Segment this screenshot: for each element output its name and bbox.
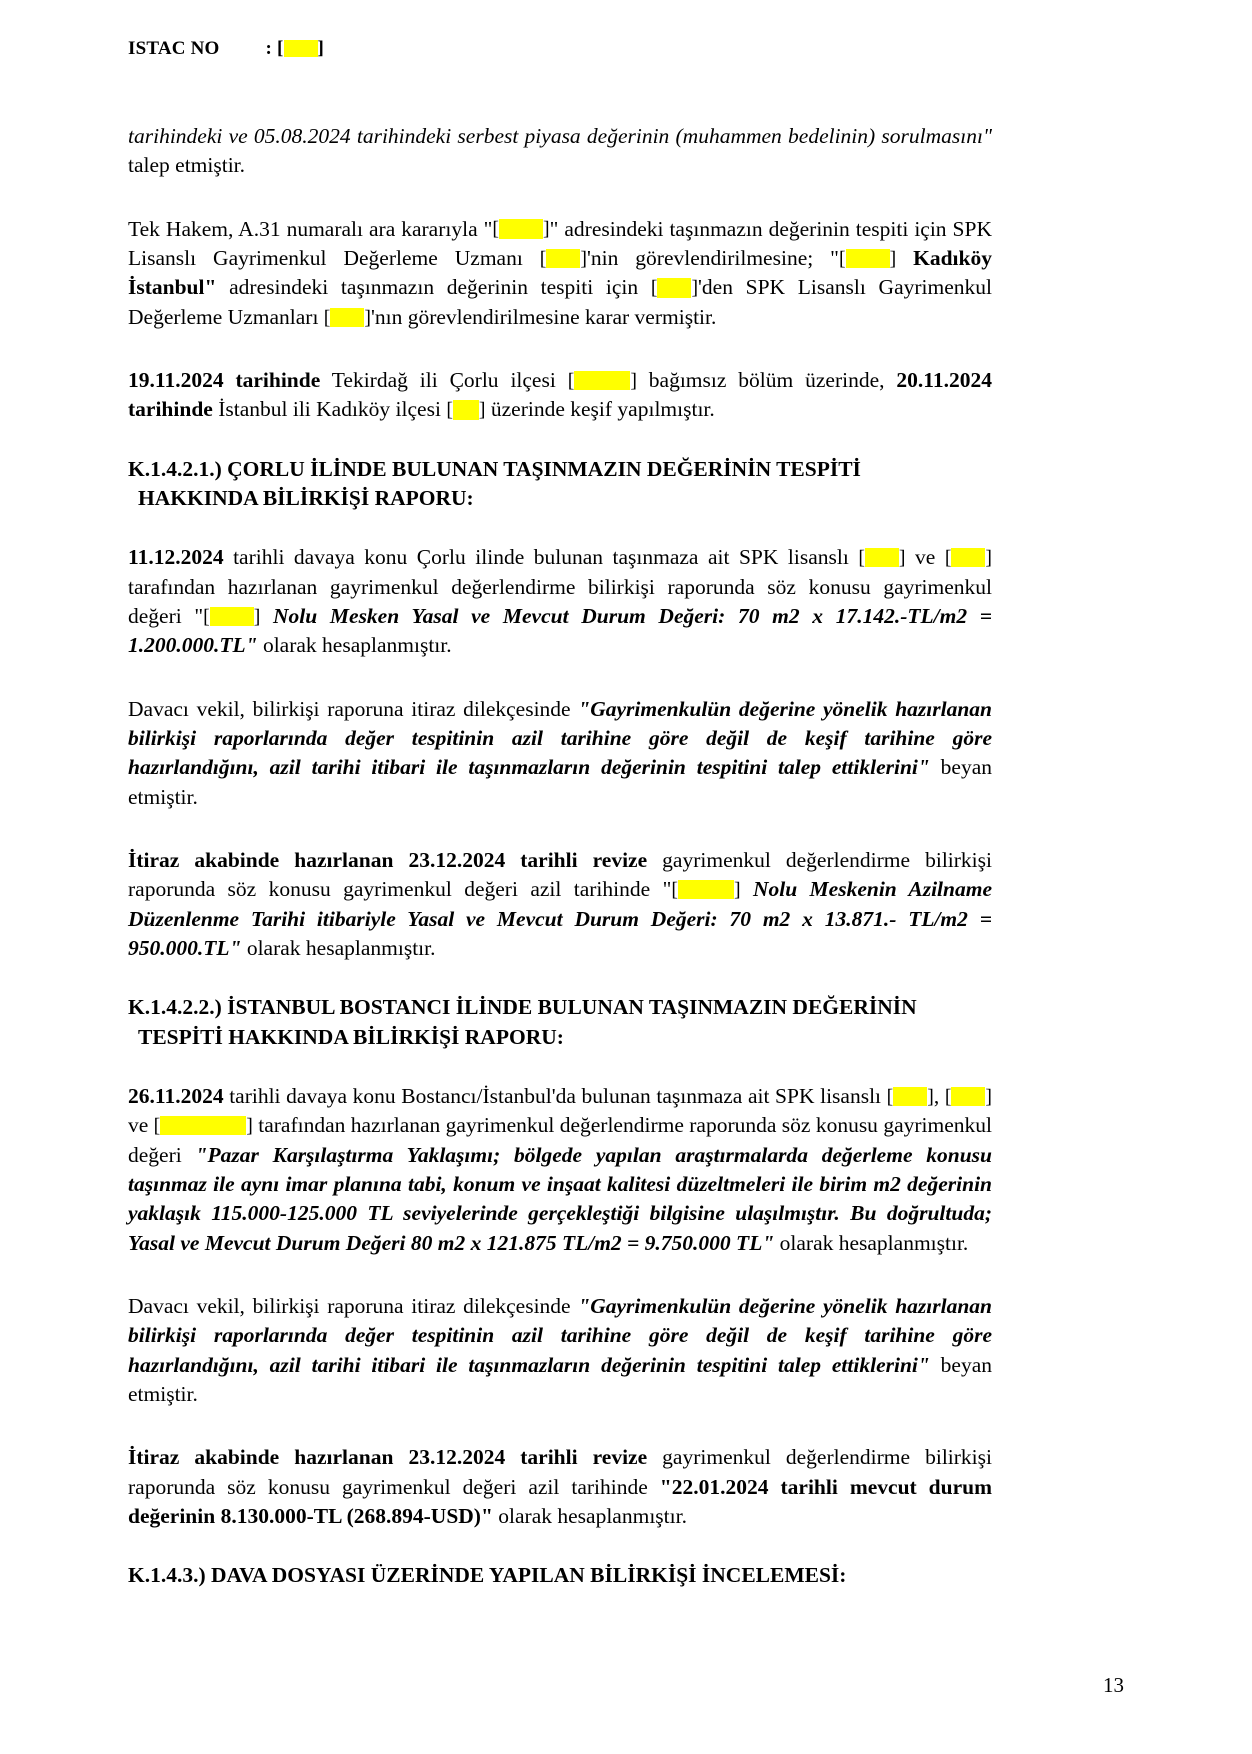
p9-seg1: gayrimenkul değerlendirme bilirkişi raporunda söz konusu gayrimenkul değeri azil tarihinde (128, 1445, 992, 1499)
p4-seg1: tarihli davaya konu Çorlu ilinde bulunan taşınmaza ait SPK lisanslı (223, 545, 859, 570)
p7-seg4: tarafından hazırlanan gayrimenkul değerlendirme raporunda söz konusu gayrimenkul değeri (128, 1113, 992, 1167)
p7-seg5: olarak hesaplanmıştır. (774, 1230, 969, 1255)
heading-k14221-line2: HAKKINDA BİLİRKİŞİ RAPORU: (138, 485, 474, 510)
p9-valuation-quote: "22.01.2024 tarihli mevcut durum değerinin 8.130.000-TL (268.894-USD)" (128, 1474, 993, 1528)
heading-k143-line1: K.1.4.3.) DAVA DOSYASI ÜZERİNDE YAPILAN BİLİRKİŞİ İNCELEMESİ: (128, 1563, 847, 1588)
heading-k14221 (128, 455, 992, 513)
p3-date-2: 20.11.2024 tarihinde (128, 368, 992, 422)
p7-seg2: , (933, 1083, 945, 1108)
page-content (128, 0, 992, 1591)
redaction-address-1: [ ] (492, 218, 550, 241)
redaction-bostanci-expert-2: [ ] (944, 1085, 993, 1108)
p2-seg5: adresindeki taşınmazın değerinin tespiti için (216, 275, 651, 300)
istac-no-label: ISTAC NO (128, 38, 220, 59)
heading-k14222-line2: TESPİTİ HAKKINDA BİLİRKİŞİ RAPORU: (138, 1024, 564, 1049)
p7-date: 26.11.2024 (128, 1083, 224, 1108)
p3-seg2: bağımsız bölüm üzerinde, (636, 368, 897, 393)
p4-seg3: tarafından hazırlanan gayrimenkul değerlendirme bilirkişi raporunda söz konusu gayrimenkul değeri " (128, 574, 992, 628)
p8-seg1: Davacı vekil, bilirkişi raporuna itiraz dilekçesinde (128, 1293, 579, 1318)
redaction-istac-no (284, 40, 318, 58)
p7-valuation-quote: "Pazar Karşılaştırma Yaklaşımı; bölgede yapılan araştırmalarda değerleme konusu taşınmaz ile aynı imar planına tabi, konum ve inşaat kalitesi düzeltmeleri ile birim m2 değerinin yaklaşık 115.000-125.000 TL seviyelerinde gerçekleştiği bilgisine ulaşılmıştır. Bu doğrultuda; Yasal ve Mevcut Durum Değeri 80 m2 x 121.875 TL/m2 = 9.750.000 TL" (128, 1142, 993, 1255)
p8-objection-quote: "Gayrimenkulün değerine yönelik hazırlanan bilirkişi raporlarında değer tespitinin azil tarihine göre değil de keşif tarihine göre hazırlandığını, azil tarihi itibari ile taşınmazların değerinin tespitini talep ettiklerini" (128, 1293, 992, 1377)
paragraph-opening-italic: tarihindeki ve 05.08.2024 tarihindeki serbest piyasa değerinin (muhammen bedelinin) sorulmasını" (128, 124, 992, 148)
p3-date-1: 19.11.2024 tarihinde (128, 368, 321, 393)
redaction-corlu-expert-2: [ ] (944, 547, 992, 570)
p2-seg2: " adresindeki taşınmazın değerinin tespiti için SPK Lisanslı Gayrimenkul Değerleme Uzmanı (128, 216, 992, 271)
redaction-corlu-unit-no-2: [ ] (671, 879, 741, 902)
document-header (128, 0, 992, 60)
p5-seg1: Davacı vekil, bilirkişi raporuna itiraz dilekçesinde (128, 696, 579, 721)
redaction-corlu-expert-1: [ ] (858, 547, 906, 570)
redaction-institution-1: [ ] (650, 277, 699, 300)
p4-valuation-quote: Nolu Mesken Yasal ve Mevcut Durum Değeri: 70 m2 x 17.142.-TL/m2 = 1.200.000.TL" (128, 603, 992, 658)
redaction-experts-1: [ ] (323, 306, 371, 329)
p6-seg2: olarak hesaplanmıştır. (241, 936, 436, 960)
paragraph-opening-tail: talep etmiştir. (128, 153, 246, 178)
paragraph-claimant-objection-1 (128, 695, 992, 812)
redaction-expert-1: [ ] (539, 248, 587, 271)
p7-seg1: tarihli davaya konu Bostancı/İstanbul'da bulunan taşınmaza ait SPK lisanslı (223, 1083, 887, 1108)
p7-seg3: ve (128, 1113, 154, 1138)
heading-k14222-line1: K.1.4.2.2.) İSTANBUL BOSTANCI İLİNDE BULUNAN TAŞINMAZIN DEĞERİNİN (128, 995, 917, 1020)
redaction-bostanci-expert-1: [ ] (886, 1085, 934, 1108)
p2-seg6: 'den SPK Lisanslı Gayrimenkul Değerleme Uzmanları (128, 275, 992, 329)
paragraph-corlu-revised-report (128, 846, 992, 963)
p3-seg4: üzerinde keşif yapılmıştır. (485, 397, 715, 422)
p8-seg2: beyan etmiştir. (128, 1352, 993, 1406)
paragraph-bostanci-revised-report (128, 1443, 992, 1531)
p2-seg3: 'nin görevlendirilmesine; " (586, 246, 839, 271)
redaction-corlu-parcel: [ ] (567, 370, 637, 393)
heading-k14221-line1: K.1.4.2.1.) ÇORLU İLİNDE BULUNAN TAŞINMAZIN DEĞERİNİN TESPİTİ (128, 456, 861, 481)
paragraph-claimant-objection-2 (128, 1292, 992, 1409)
p6-valuation-quote: Nolu Meskenin Azilname Düzenlenme Tarihi itibariyle Yasal ve Mevcut Durum Değeri: 70 m2 x 13.871.- TL/m2 = 950.000.TL" (128, 877, 992, 960)
redaction-address-2: [ ] (838, 248, 897, 271)
heading-k14222 (128, 993, 992, 1051)
heading-k143 (128, 1561, 992, 1590)
p6-seg1: gayrimenkul değerlendirme bilirkişi raporunda söz konusu gayrimenkul değeri azil tarihinde " (128, 847, 992, 902)
p3-seg3: İstanbul ili Kadıköy ilçesi (212, 397, 447, 422)
p5-objection-quote: "Gayrimenkulün değerine yönelik hazırlanan bilirkişi raporlarında değer tespitinin azil tarihine göre değil de keşif tarihine göre hazırlandığını, azil tarihi itibari ile taşınmazların değerinin tespitini talep ettiklerini" (128, 696, 992, 780)
istac-no-separator: : [ (265, 38, 284, 59)
p3-seg1: Tekirdağ ili Çorlu ilçesi (320, 368, 568, 393)
paragraph-site-inspections (128, 366, 992, 425)
p4-seg4: olarak hesaplanmıştır. (257, 633, 452, 658)
p2-seg7: 'nın görevlendirilmesine karar vermiştir. (370, 304, 717, 329)
p4-date: 11.12.2024 (128, 545, 224, 570)
istac-no-close: ] (317, 38, 325, 59)
redaction-kadikoy-parcel: [ ] (446, 399, 486, 422)
paragraph-opening (128, 122, 992, 181)
p9-lead-bold: İtiraz akabinde hazırlanan 23.12.2024 tarihli revize (128, 1445, 648, 1470)
redaction-bostanci-expert-3: [ ] (153, 1115, 253, 1138)
redaction-corlu-unit-no: [ ] (203, 605, 261, 628)
p2-seg4-bold: Kadıköy İstanbul" (128, 246, 992, 300)
p4-seg2: ve (905, 545, 945, 570)
p6-lead-bold: İtiraz akabinde hazırlanan 23.12.2024 tarihli revize (128, 847, 648, 872)
paragraph-corlu-expert-report (128, 543, 992, 660)
paragraph-sole-arbitrator-order (128, 215, 992, 332)
p5-seg2: beyan etmiştir. (128, 755, 993, 809)
p2-seg1: Tek Hakem, A.31 numaralı ara kararıyla " (128, 216, 493, 241)
page-number: 13 (1103, 1673, 1124, 1697)
paragraph-bostanci-expert-report (128, 1082, 992, 1258)
p9-seg2: olarak hesaplanmıştır. (492, 1503, 687, 1528)
